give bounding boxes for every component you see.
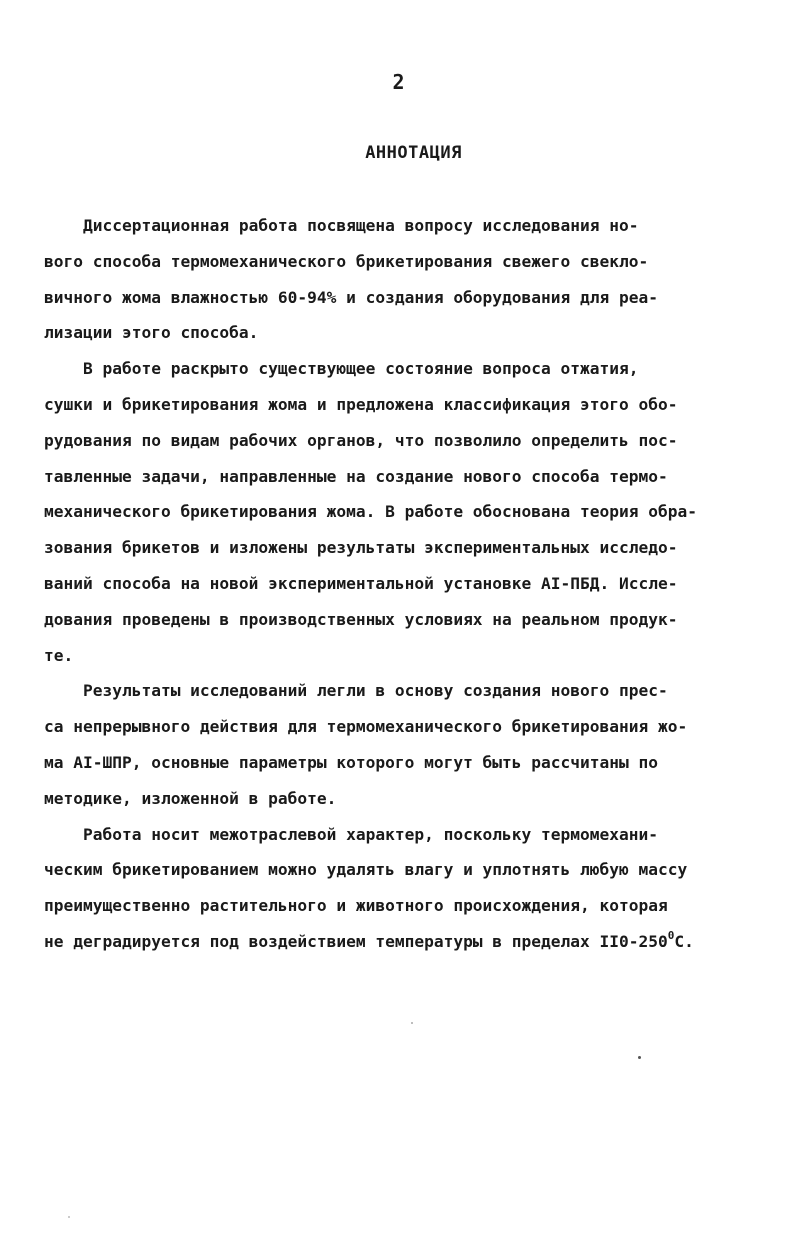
text-line: те. (44, 645, 74, 665)
text-line: лизации этого способа. (44, 323, 259, 343)
text-line: ческим брикетированием можно удалять влагу и уплотнять любую массу (44, 860, 688, 880)
text-line: В работе раскрыто существующее состояние вопроса отжатия, (44, 359, 639, 379)
scan-speck (411, 1022, 413, 1024)
text-line: методике, изложенной в работе. (44, 788, 337, 808)
text-line: Работа носит межотраслевой характер, поскольку термомехани- (44, 824, 658, 844)
text-line: ма АI-ШПР, основные параметры которого могут быть рассчитаны по (44, 752, 658, 772)
text-line: механического брикетирования жома. В работе обоснована теория обра- (44, 502, 697, 522)
text-segment: С. (674, 931, 694, 951)
scan-speck (638, 1056, 641, 1059)
paragraph-4 (44, 817, 774, 960)
degree-superscript: 0 (667, 928, 675, 942)
text-line: Результаты исследований легли в основу создания нового прес- (44, 681, 668, 701)
text-line: вичного жома влажностью 60-94% и создания оборудования для реа- (44, 287, 658, 307)
text-line: сушки и брикетирования жома и предложена классификация этого обо- (44, 394, 678, 414)
text-line: ваний способа на новой экспериментальной установке АI-ПБД. Иссле- (44, 573, 678, 593)
paragraph-3 (44, 673, 774, 816)
annotation-body (44, 208, 774, 960)
text-line: вого способа термомеханического брикетирования свежего свекло- (44, 251, 649, 271)
page-number: 2 (392, 70, 405, 94)
text-line: преимущественно растительного и животного происхождения, которая (44, 896, 668, 916)
text-line: са непрерывного действия для термомеханического брикетирования жо- (44, 717, 688, 737)
text-line: зования брикетов и изложены результаты экспериментальных исследо- (44, 538, 678, 558)
text-line: Диссертационная работа посвящена вопросу исследования но- (44, 216, 639, 235)
scan-speck (68, 1216, 70, 1218)
text-line: дования проведены в производственных условиях на реальном продук- (44, 609, 678, 629)
text-line: рудования по видам рабочих органов, что позволило определить пос- (44, 430, 678, 450)
paragraph-2 (44, 351, 774, 673)
paragraph-1 (44, 208, 774, 351)
text-line: тавленные задачи, направленные на создание нового способа термо- (44, 466, 668, 486)
text-line-last (44, 924, 774, 960)
text-segment: не деградируется под воздействием температуры в пределах II0-250 (44, 931, 668, 951)
page-title: АННОТАЦИЯ (365, 143, 462, 163)
